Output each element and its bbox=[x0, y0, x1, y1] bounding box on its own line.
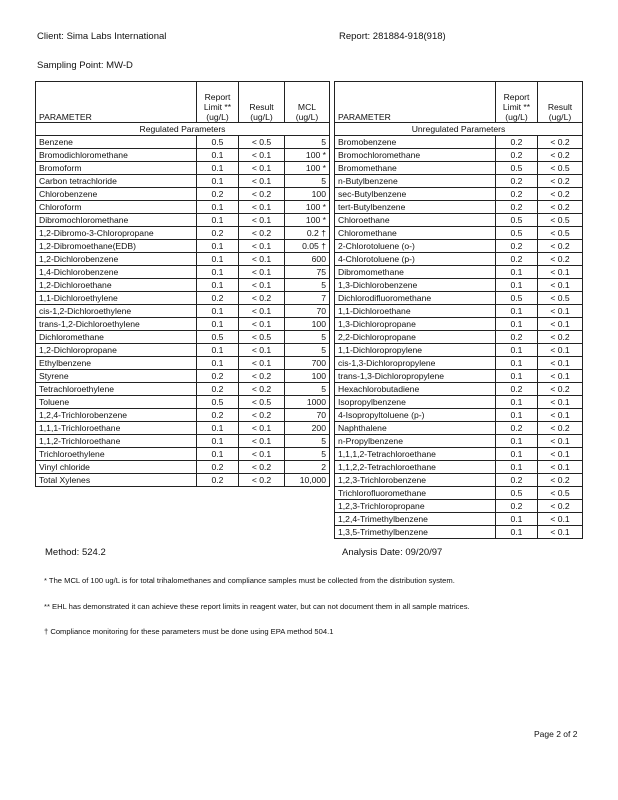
parameter-name: Isopropylbenzene bbox=[335, 396, 496, 409]
report-limit-value: 0.2 bbox=[496, 253, 538, 266]
mcl-value: 5 bbox=[285, 136, 330, 149]
report-limit-value: 0.1 bbox=[197, 435, 239, 448]
mcl-value: 7 bbox=[285, 292, 330, 305]
parameter-name: Dibromomethane bbox=[335, 266, 496, 279]
mcl-value: 2 bbox=[285, 461, 330, 474]
table-row bbox=[36, 201, 330, 214]
parameter-name: Total Xylenes bbox=[36, 474, 197, 487]
unregulated-section-title: Unregulated Parameters bbox=[335, 123, 583, 136]
parameter-name: 1,1,2,2-Tetrachloroethane bbox=[335, 461, 496, 474]
table-row bbox=[335, 279, 583, 292]
table-row bbox=[36, 383, 330, 396]
table-row bbox=[335, 149, 583, 162]
report-limit-value: 0.1 bbox=[496, 448, 538, 461]
parameter-name: 4-Chlorotoluene (p-) bbox=[335, 253, 496, 266]
table-row bbox=[36, 149, 330, 162]
report-limit-value: 0.5 bbox=[496, 487, 538, 500]
result-value: < 0.2 bbox=[538, 474, 583, 487]
report-limit-value: 0.2 bbox=[197, 370, 239, 383]
mcl-value: 5 bbox=[285, 175, 330, 188]
page-number: Page 2 of 2 bbox=[534, 729, 578, 739]
result-value: < 0.1 bbox=[538, 435, 583, 448]
result-value: < 0.5 bbox=[538, 292, 583, 305]
result-value: < 0.2 bbox=[239, 409, 285, 422]
parameter-name: Dichloromethane bbox=[36, 331, 197, 344]
section-row bbox=[335, 123, 583, 136]
result-value: < 0.1 bbox=[538, 266, 583, 279]
result-value: < 0.1 bbox=[239, 253, 285, 266]
mcl-value: 10,000 bbox=[285, 474, 330, 487]
report-limit-value: 0.1 bbox=[496, 396, 538, 409]
parameter-name: 4-Isopropyltoluene (p-) bbox=[335, 409, 496, 422]
table-row bbox=[335, 383, 583, 396]
result-value: < 0.2 bbox=[538, 253, 583, 266]
note-compliance: † Compliance monitoring for these parameters must be done using EPA method 504.1 bbox=[44, 627, 334, 636]
mcl-value: 100 bbox=[285, 318, 330, 331]
table-row bbox=[335, 175, 583, 188]
result-value: < 0.1 bbox=[239, 435, 285, 448]
mcl-value: 5 bbox=[285, 435, 330, 448]
table-row bbox=[335, 214, 583, 227]
table-row bbox=[36, 227, 330, 240]
result-value: < 0.1 bbox=[538, 344, 583, 357]
mcl-value: 5 bbox=[285, 279, 330, 292]
parameter-name: 1,1-Dichloropropylene bbox=[335, 344, 496, 357]
mcl-value: 5 bbox=[285, 344, 330, 357]
regulated-section-title: Regulated Parameters bbox=[36, 123, 330, 136]
note-mcl: * The MCL of 100 ug/L is for total trihalomethanes and compliance samples must be collected from the distribution system. bbox=[44, 576, 455, 585]
table-row bbox=[36, 279, 330, 292]
result-value: < 0.1 bbox=[239, 344, 285, 357]
result-value: < 0.5 bbox=[239, 331, 285, 344]
parameter-name: 1,1,1,2-Tetrachloroethane bbox=[335, 448, 496, 461]
table-row bbox=[335, 266, 583, 279]
result-value: < 0.5 bbox=[239, 396, 285, 409]
result-value: < 0.1 bbox=[538, 461, 583, 474]
mcl-value: 70 bbox=[285, 409, 330, 422]
report-limit-value: 0.2 bbox=[197, 461, 239, 474]
table-row bbox=[36, 396, 330, 409]
report-limit-value: 0.1 bbox=[197, 448, 239, 461]
parameter-name: Bromodichloromethane bbox=[36, 149, 197, 162]
table-row bbox=[36, 305, 330, 318]
result-value: < 0.2 bbox=[538, 149, 583, 162]
report-limit-value: 0.2 bbox=[197, 227, 239, 240]
result-value: < 0.2 bbox=[538, 201, 583, 214]
result-value: < 0.2 bbox=[538, 422, 583, 435]
report-limit-value: 0.1 bbox=[197, 149, 239, 162]
report-limit-value: 0.1 bbox=[496, 279, 538, 292]
report-limit-value: 0.2 bbox=[197, 188, 239, 201]
result-value: < 0.2 bbox=[239, 461, 285, 474]
report-limit-value: 0.1 bbox=[496, 357, 538, 370]
result-value: < 0.2 bbox=[538, 240, 583, 253]
method-label: Method: 524.2 bbox=[45, 547, 106, 558]
result-value: < 0.5 bbox=[239, 136, 285, 149]
mcl-value: 100 bbox=[285, 188, 330, 201]
parameter-name: Hexachlorobutadiene bbox=[335, 383, 496, 396]
mcl-value: 100 * bbox=[285, 214, 330, 227]
table-row bbox=[36, 136, 330, 149]
parameter-name: Chloroethane bbox=[335, 214, 496, 227]
mcl-value: 100 * bbox=[285, 162, 330, 175]
report-limit-value: 0.2 bbox=[496, 175, 538, 188]
result-value: < 0.2 bbox=[239, 383, 285, 396]
result-value: < 0.1 bbox=[239, 279, 285, 292]
report-limit-value: 0.2 bbox=[496, 240, 538, 253]
report-limit-header: Report Limit ** (ug/L) bbox=[197, 82, 239, 123]
mcl-value: 100 * bbox=[285, 201, 330, 214]
report-limit-value: 0.1 bbox=[496, 266, 538, 279]
report-limit-value: 0.2 bbox=[197, 409, 239, 422]
parameter-name: n-Propylbenzene bbox=[335, 435, 496, 448]
table-row bbox=[36, 318, 330, 331]
result-header: Result (ug/L) bbox=[538, 82, 583, 123]
table-row bbox=[36, 331, 330, 344]
report-limit-value: 0.1 bbox=[197, 266, 239, 279]
parameter-name: 1,1,2-Trichloroethane bbox=[36, 435, 197, 448]
report-limit-value: 0.1 bbox=[496, 526, 538, 539]
result-value: < 0.1 bbox=[239, 305, 285, 318]
parameter-name: Carbon tetrachloride bbox=[36, 175, 197, 188]
report-limit-value: 0.1 bbox=[496, 344, 538, 357]
result-value: < 0.1 bbox=[239, 201, 285, 214]
table-row bbox=[335, 292, 583, 305]
table-row bbox=[335, 500, 583, 513]
report-limit-value: 0.1 bbox=[197, 344, 239, 357]
parameter-name: 1,4-Dichlorobenzene bbox=[36, 266, 197, 279]
parameter-name: Bromobenzene bbox=[335, 136, 496, 149]
report-limit-value: 0.1 bbox=[197, 318, 239, 331]
table-row bbox=[335, 227, 583, 240]
table-row bbox=[36, 409, 330, 422]
table-row bbox=[36, 422, 330, 435]
parameter-name: Trichloroethylene bbox=[36, 448, 197, 461]
report-limit-value: 0.2 bbox=[197, 292, 239, 305]
report-limit-value: 0.1 bbox=[197, 162, 239, 175]
result-value: < 0.5 bbox=[538, 487, 583, 500]
table-row bbox=[335, 526, 583, 539]
parameter-name: trans-1,3-Dichloropropylene bbox=[335, 370, 496, 383]
mcl-value: 5 bbox=[285, 448, 330, 461]
table-row bbox=[36, 188, 330, 201]
table-row bbox=[36, 370, 330, 383]
table-row bbox=[335, 318, 583, 331]
table-row bbox=[335, 162, 583, 175]
mcl-value: 5 bbox=[285, 383, 330, 396]
result-value: < 0.1 bbox=[239, 162, 285, 175]
report-limit-value: 0.2 bbox=[496, 149, 538, 162]
table-row bbox=[36, 214, 330, 227]
mcl-value: 200 bbox=[285, 422, 330, 435]
result-value: < 0.1 bbox=[538, 526, 583, 539]
report-limit-value: 0.1 bbox=[496, 513, 538, 526]
mcl-value: 0.2 † bbox=[285, 227, 330, 240]
parameter-name: 1,1-Dichloroethane bbox=[335, 305, 496, 318]
parameter-name: 2-Chlorotoluene (o-) bbox=[335, 240, 496, 253]
parameter-name: Ethylbenzene bbox=[36, 357, 197, 370]
result-value: < 0.2 bbox=[239, 474, 285, 487]
mcl-value: 1000 bbox=[285, 396, 330, 409]
result-value: < 0.5 bbox=[538, 227, 583, 240]
report-limit-value: 0.1 bbox=[496, 305, 538, 318]
parameter-name: 1,2-Dichloropropane bbox=[36, 344, 197, 357]
parameter-name: Trichlorofluoromethane bbox=[335, 487, 496, 500]
report-limit-value: 0.1 bbox=[197, 201, 239, 214]
client-line: Client: Sima Labs International bbox=[37, 31, 167, 42]
table-row bbox=[335, 370, 583, 383]
report-limit-value: 0.1 bbox=[197, 357, 239, 370]
unregulated-parameters-table bbox=[334, 81, 583, 539]
report-limit-value: 0.2 bbox=[496, 383, 538, 396]
report-limit-value: 0.1 bbox=[496, 435, 538, 448]
report-limit-value: 0.1 bbox=[197, 279, 239, 292]
mcl-value: 700 bbox=[285, 357, 330, 370]
parameter-name: Naphthalene bbox=[335, 422, 496, 435]
report-limit-value: 0.1 bbox=[197, 240, 239, 253]
table-row bbox=[335, 461, 583, 474]
result-value: < 0.1 bbox=[538, 279, 583, 292]
result-value: < 0.1 bbox=[239, 149, 285, 162]
report-limit-value: 0.5 bbox=[496, 214, 538, 227]
parameter-name: n-Butylbenzene bbox=[335, 175, 496, 188]
table-row bbox=[335, 396, 583, 409]
mcl-value: 600 bbox=[285, 253, 330, 266]
table-row bbox=[335, 201, 583, 214]
report-limit-value: 0.1 bbox=[197, 175, 239, 188]
result-value: < 0.1 bbox=[239, 175, 285, 188]
result-header: Result (ug/L) bbox=[239, 82, 285, 123]
parameter-name: Bromomethane bbox=[335, 162, 496, 175]
mcl-value: 5 bbox=[285, 331, 330, 344]
parameter-name: 1,1,1-Trichloroethane bbox=[36, 422, 197, 435]
result-value: < 0.1 bbox=[239, 357, 285, 370]
table-row bbox=[36, 292, 330, 305]
parameter-name: Bromochloromethane bbox=[335, 149, 496, 162]
table-row bbox=[36, 474, 330, 487]
parameter-name: sec-Butylbenzene bbox=[335, 188, 496, 201]
parameter-name: 1,3-Dichlorobenzene bbox=[335, 279, 496, 292]
table-row bbox=[36, 240, 330, 253]
report-limit-value: 0.5 bbox=[197, 396, 239, 409]
parameter-name: Toluene bbox=[36, 396, 197, 409]
report-limit-value: 0.1 bbox=[197, 422, 239, 435]
parameter-name: Benzene bbox=[36, 136, 197, 149]
result-value: < 0.1 bbox=[239, 240, 285, 253]
parameter-name: 1,3-Dichloropropane bbox=[335, 318, 496, 331]
result-value: < 0.2 bbox=[239, 292, 285, 305]
report-limit-value: 0.1 bbox=[496, 461, 538, 474]
table-row bbox=[335, 240, 583, 253]
parameter-name: trans-1,2-Dichloroethylene bbox=[36, 318, 197, 331]
report-limit-header: Report Limit ** (ug/L) bbox=[496, 82, 538, 123]
table-header-row bbox=[335, 82, 583, 123]
section-row bbox=[36, 123, 330, 136]
parameter-name: 1,2-Dibromo-3-Chloropropane bbox=[36, 227, 197, 240]
report-limit-value: 0.2 bbox=[197, 383, 239, 396]
parameter-name: Dibromochloromethane bbox=[36, 214, 197, 227]
parameter-name: tert-Butylbenzene bbox=[335, 201, 496, 214]
report-limit-value: 0.2 bbox=[496, 474, 538, 487]
result-value: < 0.1 bbox=[538, 396, 583, 409]
mcl-value: 75 bbox=[285, 266, 330, 279]
parameter-name: 1,2-Dichloroethane bbox=[36, 279, 197, 292]
parameter-name: Chloroform bbox=[36, 201, 197, 214]
result-value: < 0.1 bbox=[239, 266, 285, 279]
parameter-name: Vinyl chloride bbox=[36, 461, 197, 474]
report-limit-value: 0.1 bbox=[197, 305, 239, 318]
analysis-date: Analysis Date: 09/20/97 bbox=[342, 547, 443, 558]
parameter-name: Chloromethane bbox=[335, 227, 496, 240]
mcl-value: 0.05 † bbox=[285, 240, 330, 253]
table-row bbox=[335, 435, 583, 448]
parameter-name: 1,3,5-Trimethylbenzene bbox=[335, 526, 496, 539]
report-limit-value: 0.1 bbox=[496, 318, 538, 331]
report-limit-value: 0.1 bbox=[496, 409, 538, 422]
report-limit-value: 0.1 bbox=[496, 370, 538, 383]
table-row bbox=[335, 253, 583, 266]
report-limit-value: 0.2 bbox=[496, 188, 538, 201]
parameter-name: cis-1,3-Dichloropropylene bbox=[335, 357, 496, 370]
result-value: < 0.1 bbox=[538, 448, 583, 461]
table-row bbox=[335, 357, 583, 370]
table-row bbox=[335, 487, 583, 500]
result-value: < 0.1 bbox=[239, 214, 285, 227]
parameter-name: 1,2,4-Trichlorobenzene bbox=[36, 409, 197, 422]
result-value: < 0.2 bbox=[538, 331, 583, 344]
parameter-name: Bromoform bbox=[36, 162, 197, 175]
table-row bbox=[36, 357, 330, 370]
result-value: < 0.1 bbox=[538, 357, 583, 370]
result-value: < 0.1 bbox=[538, 318, 583, 331]
parameter-name: 1,2-Dichlorobenzene bbox=[36, 253, 197, 266]
result-value: < 0.1 bbox=[538, 370, 583, 383]
parameter-name: 1,1-Dichloroethylene bbox=[36, 292, 197, 305]
table-row bbox=[335, 422, 583, 435]
parameter-name: Dichlorodifluoromethane bbox=[335, 292, 496, 305]
report-number: Report: 281884-918(918) bbox=[339, 31, 446, 42]
result-value: < 0.2 bbox=[538, 175, 583, 188]
result-value: < 0.2 bbox=[239, 188, 285, 201]
report-limit-value: 0.5 bbox=[197, 331, 239, 344]
table-row bbox=[335, 409, 583, 422]
table-row bbox=[36, 344, 330, 357]
result-value: < 0.1 bbox=[538, 305, 583, 318]
regulated-parameters-table bbox=[35, 81, 330, 487]
parameter-name: 1,2,3-Trichloropropane bbox=[335, 500, 496, 513]
table-row bbox=[335, 513, 583, 526]
note-ehl: ** EHL has demonstrated it can achieve these report limits in reagent water, but can not document them in all sample matrices. bbox=[44, 602, 470, 611]
table-row bbox=[36, 448, 330, 461]
report-limit-value: 0.2 bbox=[496, 136, 538, 149]
mcl-value: 100 * bbox=[285, 149, 330, 162]
result-value: < 0.2 bbox=[538, 500, 583, 513]
table-row bbox=[335, 474, 583, 487]
report-limit-value: 0.5 bbox=[496, 227, 538, 240]
mcl-header: MCL (ug/L) bbox=[285, 82, 330, 123]
report-limit-value: 0.5 bbox=[496, 162, 538, 175]
result-value: < 0.5 bbox=[538, 162, 583, 175]
table-row bbox=[335, 136, 583, 149]
parameter-name: 1,2,4-Trimethylbenzene bbox=[335, 513, 496, 526]
parameter-name: 2,2-Dichloropropane bbox=[335, 331, 496, 344]
table-row bbox=[335, 448, 583, 461]
mcl-value: 100 bbox=[285, 370, 330, 383]
result-value: < 0.1 bbox=[239, 448, 285, 461]
mcl-value: 70 bbox=[285, 305, 330, 318]
result-value: < 0.5 bbox=[538, 214, 583, 227]
result-value: < 0.2 bbox=[239, 370, 285, 383]
report-limit-value: 0.2 bbox=[496, 331, 538, 344]
report-limit-value: 0.5 bbox=[496, 292, 538, 305]
result-value: < 0.1 bbox=[239, 422, 285, 435]
table-row bbox=[335, 305, 583, 318]
parameter-header: PARAMETER bbox=[36, 82, 197, 123]
report-limit-value: 0.2 bbox=[496, 201, 538, 214]
parameter-name: Styrene bbox=[36, 370, 197, 383]
table-row bbox=[335, 344, 583, 357]
result-value: < 0.2 bbox=[239, 227, 285, 240]
table-row bbox=[335, 331, 583, 344]
table-row bbox=[36, 266, 330, 279]
parameter-name: Chlorobenzene bbox=[36, 188, 197, 201]
table-row bbox=[36, 435, 330, 448]
report-limit-value: 0.2 bbox=[197, 474, 239, 487]
table-row bbox=[36, 175, 330, 188]
table-row bbox=[335, 188, 583, 201]
result-value: < 0.1 bbox=[538, 513, 583, 526]
report-limit-value: 0.2 bbox=[496, 500, 538, 513]
report-limit-value: 0.5 bbox=[197, 136, 239, 149]
parameter-header: PARAMETER bbox=[335, 82, 496, 123]
sampling-point: Sampling Point: MW-D bbox=[37, 60, 133, 71]
report-limit-value: 0.1 bbox=[197, 253, 239, 266]
result-value: < 0.1 bbox=[239, 318, 285, 331]
result-value: < 0.2 bbox=[538, 383, 583, 396]
table-row bbox=[36, 162, 330, 175]
report-limit-value: 0.1 bbox=[197, 214, 239, 227]
table-header-row bbox=[36, 82, 330, 123]
result-value: < 0.1 bbox=[538, 409, 583, 422]
result-value: < 0.2 bbox=[538, 136, 583, 149]
table-row bbox=[36, 461, 330, 474]
parameter-name: Tetrachloroethylene bbox=[36, 383, 197, 396]
parameter-name: 1,2-Dibromoethane(EDB) bbox=[36, 240, 197, 253]
table-row bbox=[36, 253, 330, 266]
parameter-name: 1,2,3-Trichlorobenzene bbox=[335, 474, 496, 487]
report-limit-value: 0.2 bbox=[496, 422, 538, 435]
result-value: < 0.2 bbox=[538, 188, 583, 201]
parameter-name: cis-1,2-Dichloroethylene bbox=[36, 305, 197, 318]
